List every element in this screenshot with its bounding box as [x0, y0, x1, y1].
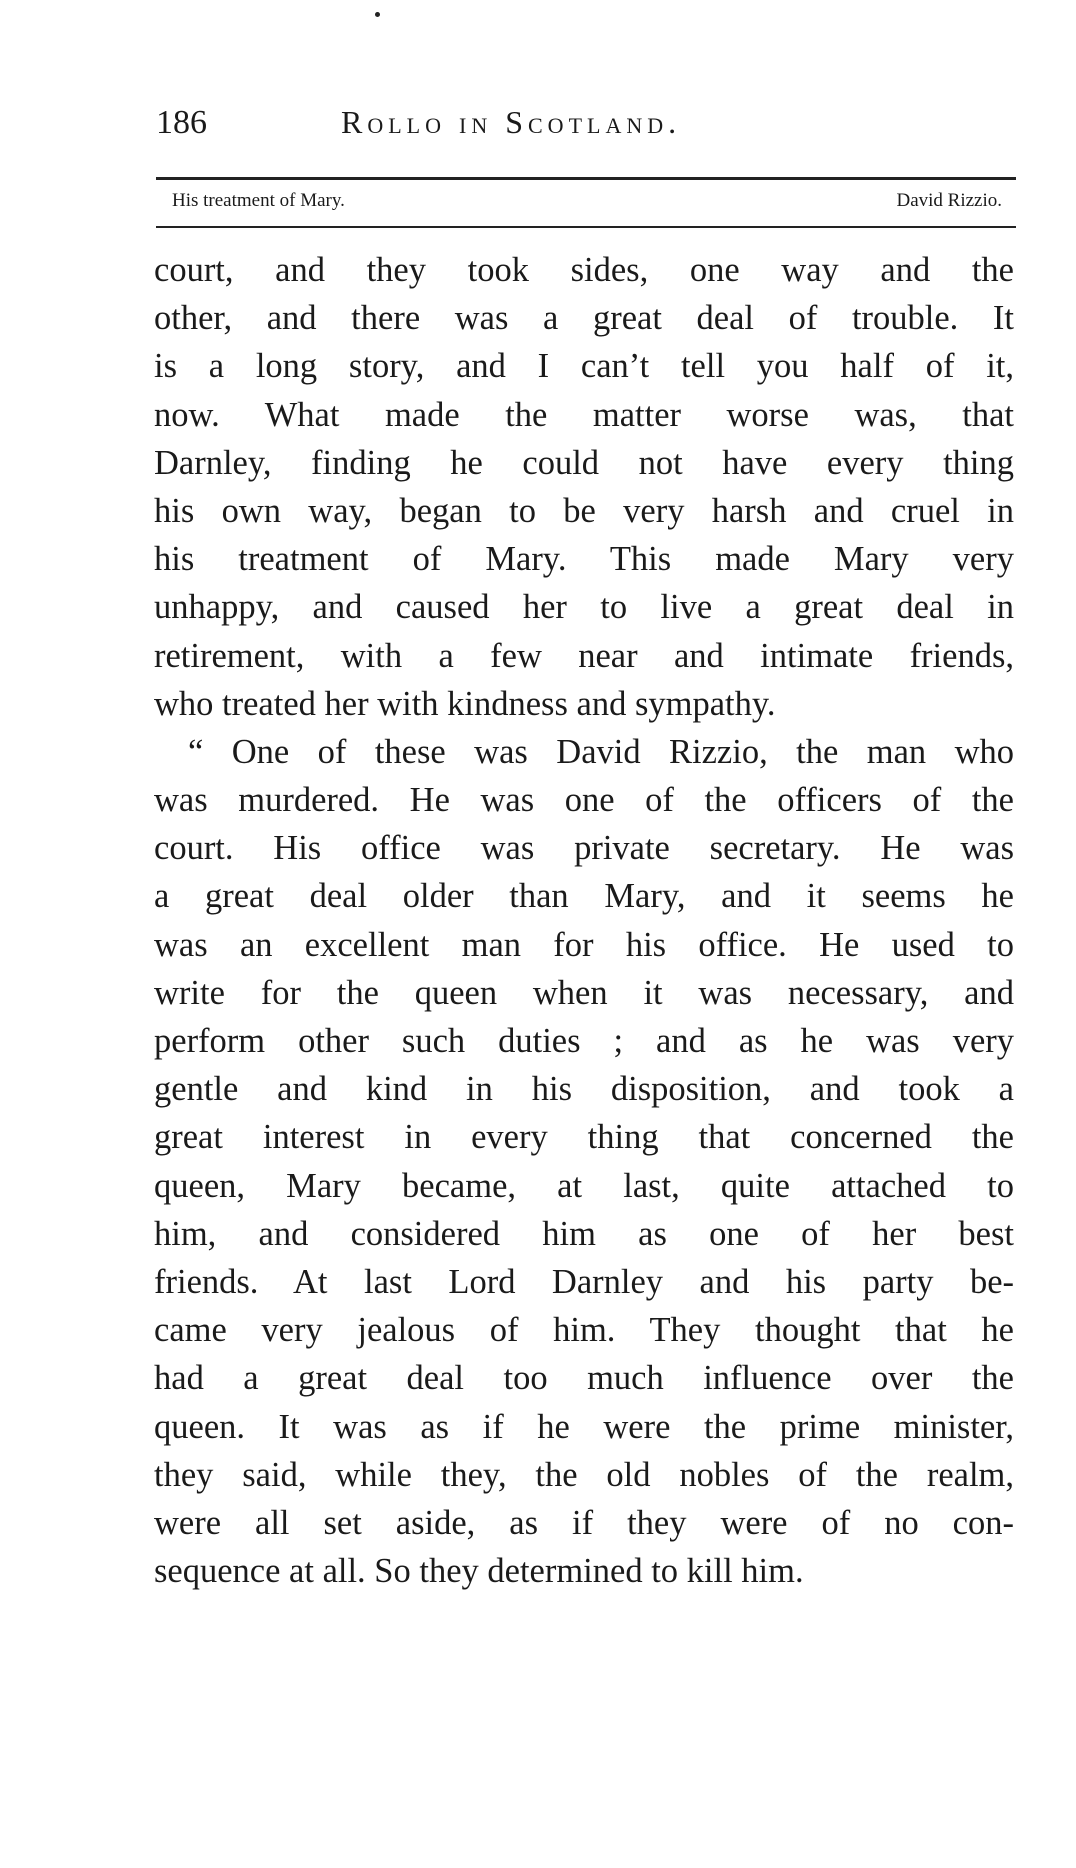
text-line: great interest in every thing that concerned the [154, 1118, 1014, 1157]
text-line: “ One of these was David Rizzio, the man who [188, 732, 1014, 771]
text-line: retirement, with a few near and intimate friends, [154, 636, 1014, 675]
header-rule-top [156, 177, 1016, 180]
paragraph-1 [154, 246, 1014, 728]
text-line: is a long story, and I can’t tell you half of it, [154, 347, 1014, 386]
text-line: was murdered. He was one of the officers of the [154, 781, 1014, 820]
section-subheads [172, 190, 1002, 218]
text-line: court, and they took sides, one way and the [154, 251, 1014, 289]
subhead-right: David Rizzio. [896, 190, 1002, 211]
text-line: his treatment of Mary. This made Mary very [154, 540, 1014, 579]
text-line: sequence at all. So they determined to kill him. [154, 1552, 804, 1591]
text-line: came very jealous of him. They thought that he [154, 1311, 1014, 1350]
paragraph-2 [154, 728, 1014, 1595]
text-line: write for the queen when it was necessary, and [154, 973, 1014, 1012]
text-line: perform other such duties ; and as he was very [154, 1022, 1014, 1060]
text-line: queen. It was as if he were the prime minister, [154, 1407, 1014, 1446]
text-line: a great deal older than Mary, and it seems he [154, 877, 1014, 916]
text-line: him, and considered him as one of her best [154, 1214, 1014, 1253]
text-line: was an excellent man for his office. He used to [154, 925, 1014, 964]
book-title: Rollo in Scotland. [341, 104, 682, 140]
text-line: who treated her with kindness and sympathy. [154, 684, 776, 723]
text-line: court. His office was private secretary. He was [154, 829, 1014, 868]
text-line: now. What made the matter worse was, that [154, 395, 1014, 434]
text-line: other, and there was a great deal of trouble. It [154, 299, 1014, 338]
body-text [154, 246, 1014, 1595]
text-line: Darnley, finding he could not have every thing [154, 443, 1014, 482]
ink-speck [375, 12, 380, 17]
header-rule-bottom [156, 226, 1016, 228]
page-number: 186 [156, 104, 207, 141]
text-line: gentle and kind in his disposition, and took a [154, 1070, 1014, 1109]
text-line: they said, while they, the old nobles of the realm, [154, 1455, 1014, 1494]
text-line: queen, Mary became, at last, quite attached to [154, 1166, 1014, 1205]
text-line: his own way, began to be very harsh and cruel in [154, 491, 1014, 530]
text-line: had a great deal too much influence over the [154, 1359, 1014, 1398]
text-line: friends. At last Lord Darnley and his party be- [154, 1262, 1014, 1301]
running-head [156, 104, 1016, 154]
text-line: were all set aside, as if they were of no con- [154, 1503, 1014, 1542]
subhead-left: His treatment of Mary. [172, 190, 345, 211]
text-line: unhappy, and caused her to live a great deal in [154, 588, 1014, 627]
